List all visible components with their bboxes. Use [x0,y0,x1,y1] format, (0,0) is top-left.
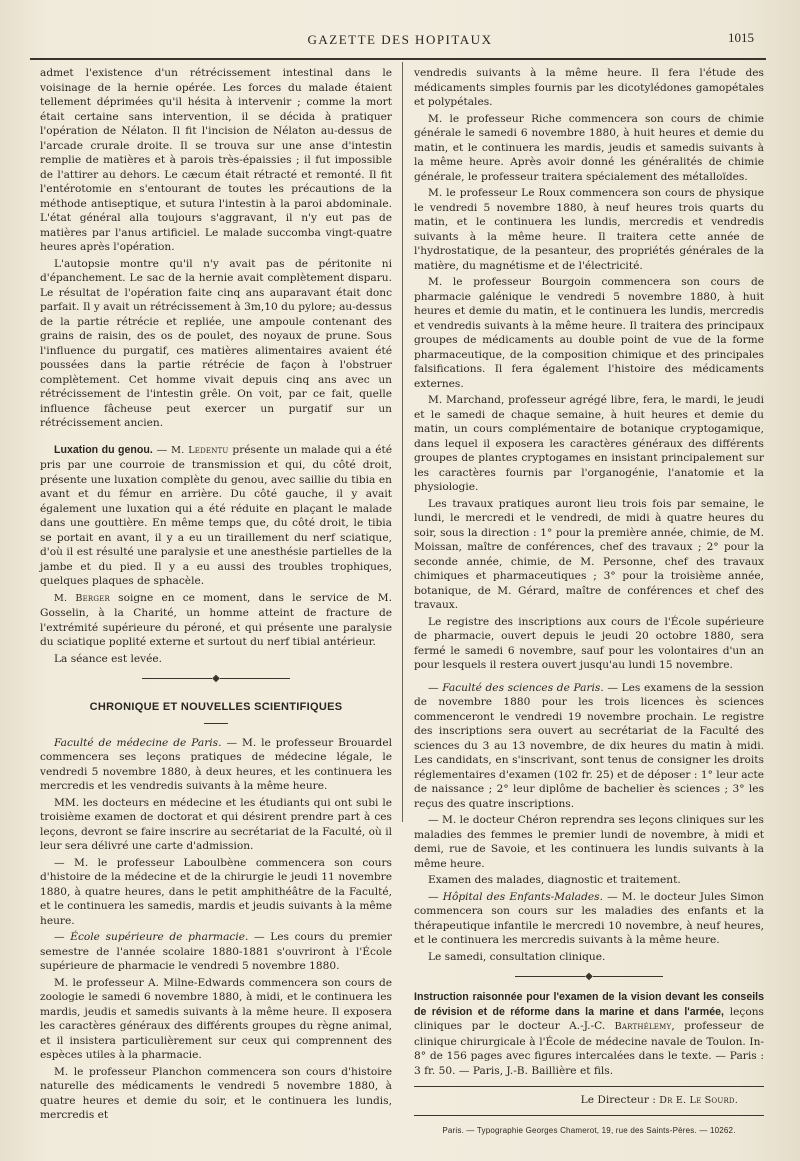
paragraph: — M. le professeur Laboulbène commencera son cours d'histoire de la médecine et de la chirurgie le jeudi 11 novembre 1880, à quatre heures, dans le petit amphithéâtre de la Faculté, et le continuera les samedis, mardis et jeudis suivants à la même heure. [40,856,392,927]
paragraph: M. le professeur Le Roux commencera son cours de physique le vendredi 5 novembre 1880, à neuf heures trois quarts du matin, et le continuera les lundis, mercredis et vendredis suivants à la même heure. Il traitera cette année de l'hydrostatique, de la pesanteur, des propriétés générales de la matière, du magnétisme et de l'électricité. [414,187,764,272]
ornament-separator: ◆ [414,970,764,984]
author-name: M. Ledentu [171,444,229,456]
paragraph: — École supérieure de pharmacie. — Les cours du premier semestre de l'année scolaire 1880-1881 s'ouvriront à l'École supérieure de pharmacie le vendredi 5 novembre 1880. [40,931,392,972]
page-number: 1015 [728,30,754,45]
paragraph: M. Berger soigne en ce moment, dans le service de M. Gosselin, à la Charité, un homme atteint de fracture de l'extrémité supérieure du péroné, et qui présente une paralysie du sciatique poplité externe et surtout du nerf tibial antérieur. [40,591,392,648]
paragraph: MM. les docteurs en médecine et les étudiants qui ont subi le troisième examen de doctorat et qui désirent prendre part à ces leçons, devront se faire inscrire au secrétariat de la Faculté, où il leur sera délivré une carte d'admission. [40,796,392,852]
left-column [40,66,392,1125]
paragraph: Faculté de médecine de Paris. — M. le professeur Brouardel commencera ses leçons pratiques de médecine légale, le vendredi 5 novembre 1880, à deux heures, et les continuera les mercredis et les vendredis suivants à la même heure. [40,736,392,792]
article-title: Hôpital des Enfants-Malades. [442,890,603,903]
paragraph: vendredis suivants à la même heure. Il fera l'étude des médicaments simples fournis par les dicotylédones gamopétales et polypétales. [414,67,764,108]
paragraph: — M. le docteur Chéron reprendra ses leçons cliniques sur les maladies des femmes le premier lundi de novembre, à midi et demi, rue de Savoie, et les continuera les lundis suivants à la même heure. [414,814,764,870]
paragraph: M. le professeur Riche commencera son cours de chimie générale le samedi 6 novembre 1880, à huit heures et demie du matin, et le continuera les mardis, jeudis et samedis suivants à la même heure. Après avoir donné les généralités de chimie générale, le professeur traitera spécialement des métalloïdes. [414,112,764,183]
paragraph: M. le professeur A. Milne-Edwards commencera son cours de zoologie le samedi 6 novembre 1880, à midi, et le continuera les mardis, jeudis et samedis suivants à la même heure. Il exposera les caractères généraux des différents groupes du règne animal, et il insistera particulièrement sur ceux qui comprennent des espèces utiles à la pharmacie. [40,976,392,1061]
paragraph: Le registre des inscriptions aux cours de l'École supérieure de pharmacie, ouvert depuis le jeudi 20 octobre 1880, sera fermé le samedi 6 novembre, sauf pour les volontaires d'un an pour lesquels il restera ouvert jusqu'au lundi 15 novembre. [414,615,764,671]
paragraph: L'autopsie montre qu'il n'y avait pas de péritonite ni d'épanchement. Le sac de la hernie avait complètement disparu. Le résultat de l'opération faite cinq ans auparavant était donc parfait. Il y avait un rétrécissement à 3m,10 du pylore; au-dessus de la partie rétrécie et repliée, une ampoule contenant des grains de raisin, des os de poulet, des noyaux de prune. Sous l'influence du purgatif, ces matières alimentaires avaient été poussées dans la partie rétrécie de façon à l'obstruer complètement. Cet homme vivait depuis cinq ans avec un rétrécissement de l'intestin grêle. On voit, par ce fait, quelle influence fâcheuse peut exercer un purgatif sur un rétrécissement ancien. [40,257,392,429]
director-line: Le Directeur : Dr E. Le Sourd. [580,1094,738,1106]
paragraph: — Faculté des sciences de Paris. — Les examens de la session de novembre 1880 pour les trois licences ès sciences commenceront le vendredi 19 novembre prochain. Le registre des inscriptions sera ouvert au secrétariat de la Faculté des sciences du 3 au 13 novembre, de dix heures du matin à midi. Les candidats, en s'inscrivant, sont tenus de consigner les droits réglementaires d'examen (102 fr. 25) et de déposer : 1° leur acte de naissance ; 2° leur diplôme de bachelier ès sciences ; 3° les reçus des quatre inscriptions. [414,681,764,810]
article-title: Luxation du genou. [54,443,153,456]
page-header [0,28,800,52]
paragraph: La séance est levée. [54,652,163,665]
paragraph: M. le professeur Bourgoin commencera son cours de pharmacie galénique le vendredi 5 novembre 1880, à huit heures et demie du matin, et le continuera les lundis, mercredis et vendredis suivants à la même heure. Il traitera des principaux groupes de médicaments au double point de vue de la forme pharmaceutique, de la composition chimique et des principales falsifications. Il fera également l'histoire des médicaments externes. [414,276,764,390]
author-name: Barthélemy [614,1021,672,1032]
article-title: Faculté des sciences de Paris. [442,681,604,694]
article-title: Faculté de médecine de Paris. [54,736,222,749]
paragraph: admet l'existence d'un rétrécissement intestinal dans le voisinage de la hernie opérée. Les forces du malade étaient tellement déprimées qu'il hésita à intervenir ; comme la mort était certaine sans intervention, il se décida à pratiquer l'opération de Nélaton. Il fit l'incision de Nélaton au-dessus de l'arcade crurale droite. Il se trouva sur une anse d'intestin remplie de matières et à parois très-épaissies ; il fut impossible de l'attirer au dehors. Le cæcum était rétracté et remonté. Il fit l'entérotomie en s'entourant de toutes les précautions de la méthode antiseptique, et sutura l'intestin à la paroi abdominale. L'état général alla toujours s'aggravant, il n'y eut pas de matières par l'anus artificiel. Le malade succomba vingt-quatre heures après l'opération. [40,67,392,253]
author-name: M. Berger [54,592,110,604]
short-rule [204,723,228,724]
footer-rule [414,1086,764,1087]
book-notice: Instruction raisonnée pour l'examen de la vision devant les conseils de révision et de réforme dans la marine et dans l'armée, leçons cliniques par le docteur A.-J.-C. Barthélemy, professeur de clinique chirurgicale à l'École de médecine navale de Toulon. In-8° de 156 pages avec figures intercalées dans le texte. — Paris : 3 fr. 50. — Paris, J.-B. Baillière et fils. [414,991,764,1077]
article-title: École supérieure de pharmacie. [70,931,249,943]
section-heading: CHRONIQUE ET NOUVELLES SCIENTIFIQUES [89,701,343,713]
paragraph: Examen des malades, diagnostic et traitement. [428,874,681,886]
paragraph: — Hôpital des Enfants-Malades. — M. le docteur Jules Simon commencera son cours sur les maladies des enfants et la thérapeutique infantile le mercredi 10 novembre, à neuf heures, et le continuera les mercredis suivants à la même heure. [414,890,764,946]
column-divider [402,62,403,822]
paragraph: M. le professeur Planchon commencera son cours d'histoire naturelle des médicaments le vendredi 5 novembre 1880, à quatre heures et demie du soir, et le continuera les lundis, mercredis et [40,1065,392,1121]
paragraph: M. Marchand, professeur agrégé libre, fera, le mardi, le jeudi et le samedi de chaque semaine, à huit heures et demie du matin, un cours complémentaire de botanique cryptogamique, dans lequel il exposera les caractères généraux des différents groupes de plantes cryptogames en insistant principalement sur les caractères fournis par l'organogénie, l'anatomie et la physiologie. [414,394,764,493]
paragraph: Luxation du genou. — M. Ledentu présente un malade qui a été pris par une courroie de transmission et qui, du côté droit, présente une luxation complète du genou, avec saillie du tibia en avant et du fémur en arrière. Du côté gauche, il y avait également une luxation qui a été réduite en plaçant le malade dans une gouttière. En même temps que, du côté droit, le tibia se portait en avant, il y a eu un tiraillement du nerf sciatique, d'où il est résulté une paralysie et une anesthésie partielles de la jambe et du pied. Il y a eu aussi des troubles trophiques, quelques plaques de sphacèle. [40,443,392,587]
director-name: Dr E. Le Sourd. [659,1095,738,1106]
ornament-separator: ◆ [40,672,392,686]
printer-imprint: Paris. — Typographie Georges Chamerot, 19, rue des Saints-Pères. — 10262. [442,1125,736,1135]
header-rule [30,58,766,60]
paragraph: Le samedi, consultation clinique. [428,950,606,963]
footer-rule [414,1115,764,1116]
right-column [414,66,764,1138]
page-title: GAZETTE DES HOPITAUX [307,32,493,47]
paragraph: Les travaux pratiques auront lieu trois fois par semaine, le lundi, le mercredi et le vendredi, de midi à quatre heures du soir, sous la direction : 1° pour la première année, chimie, de M. Moissan, maître de conférences, chef des travaux ; 2° pour la seconde année, chimie, de M. Personne, chef des travaux chimiques et pharmaceutiques ; 3° pour la troisième année, botanique, de M. Gérard, maître de conférences et chef des travaux. [414,497,764,611]
book-title: Instruction raisonnée pour l'examen de la vision devant les conseils de révision et de réforme dans la marine et dans l'armée, [414,991,764,1018]
